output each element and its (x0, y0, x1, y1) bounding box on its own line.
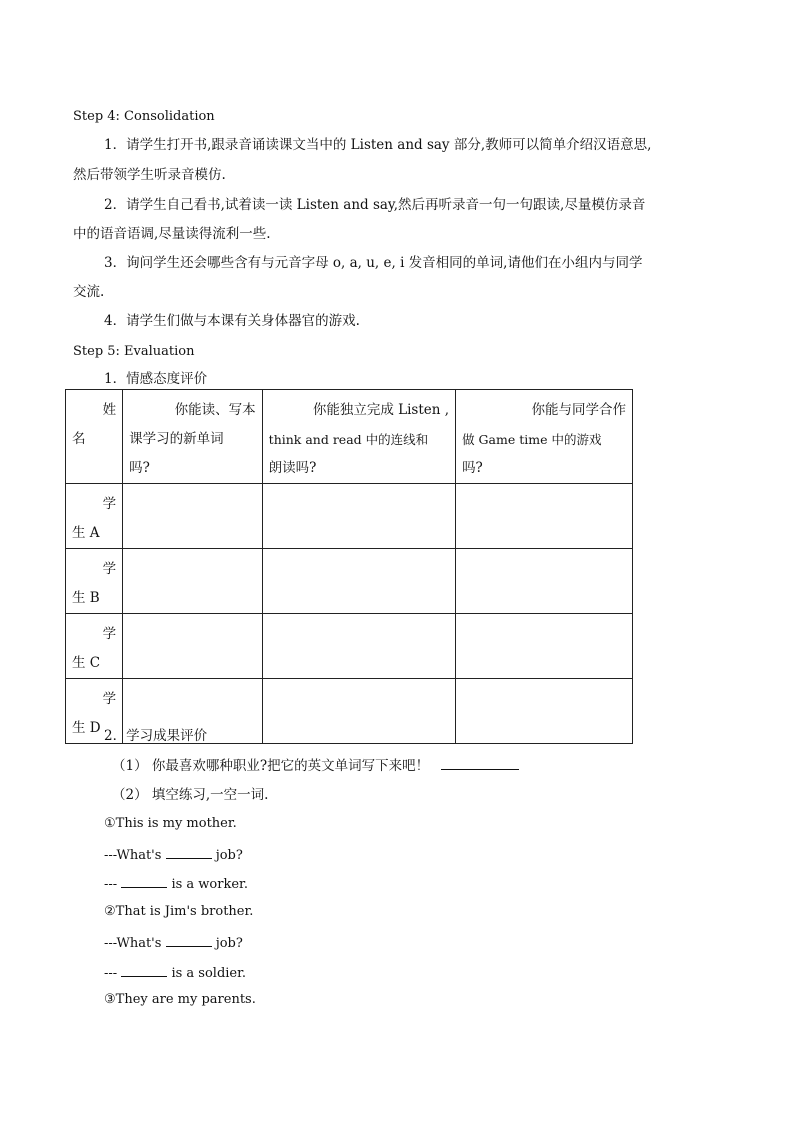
exercise-1-answer (104, 874, 248, 894)
table-row (66, 549, 633, 614)
question-1-text: （1） 你最喜欢哪种职业?把它的英文单词写下来吧！ (112, 758, 430, 774)
header-q1-line2: 课学习的新单词 (129, 431, 224, 447)
exercise-1-question (104, 845, 243, 865)
student-cell (66, 549, 123, 614)
step5-heading: Step 5: Evaluation (73, 344, 195, 359)
header-q2-line3: 朗读吗? (268, 460, 317, 476)
student-cell (66, 484, 123, 549)
header-name-top: 姓 (102, 402, 117, 418)
answer-cell[interactable] (123, 614, 263, 679)
step4-item3-line2: 交流. (73, 284, 105, 300)
step4-heading-text: Step 4: Consolidation (73, 109, 215, 124)
answer-blank[interactable] (121, 874, 167, 888)
exercise-3-sentence: ③They are my parents. (104, 992, 256, 1007)
answer-cell[interactable] (262, 484, 455, 549)
step4-item2-line2: 中的语音语调,尽量读得流利一些. (73, 226, 271, 242)
student-label-top: 学 (102, 561, 117, 577)
header-q2-line1: 你能独立完成 Listen , (312, 402, 450, 418)
answer-cell[interactable] (456, 614, 633, 679)
student-label-bottom: 生 D (72, 720, 101, 736)
question-1 (112, 756, 519, 775)
header-q3-line2: 做 Game time 中的游戏 (462, 432, 602, 447)
student-label-bottom: 生 B (72, 590, 100, 606)
exercise-1-question-pre: ---What's (104, 848, 166, 863)
answer-blank[interactable] (121, 963, 167, 977)
answer-blank[interactable] (166, 933, 212, 947)
student-label-top: 学 (102, 691, 117, 707)
exercise-2-question-post: job? (211, 936, 243, 951)
header-q3-line3: 吗? (462, 460, 483, 476)
header-name-bottom: 名 (72, 431, 86, 447)
evaluation-table (65, 389, 633, 744)
step4-item3-line1: 3．询问学生还会哪些含有与元音字母 o, a, u, e, i 发音相同的单词,请他们在小组内与同学 (104, 255, 643, 271)
table-row (66, 484, 633, 549)
answer-cell[interactable] (123, 484, 263, 549)
exercise-1-answer-post: is a worker. (167, 877, 248, 892)
step4-item2-line1: 2．请学生自己看书,试着读一读 Listen and say,然后再听录音一句一句跟读,尽量模仿录音 (104, 197, 646, 213)
answer-cell[interactable] (262, 549, 455, 614)
header-q3-cell (456, 390, 633, 484)
exercise-1-answer-pre: --- (104, 877, 122, 892)
step4-item1-line1: 1．请学生打开书,跟录音诵读课文当中的 Listen and say 部分,教师可以简单介绍汉语意思, (104, 137, 652, 153)
exercise-2-answer (104, 963, 246, 983)
student-label-bottom: 生 A (72, 525, 100, 541)
header-q2-line2: think and read 中的连线和 (268, 432, 429, 447)
exercise-2-answer-post: is a soldier. (167, 966, 247, 981)
header-q1-line1: 你能读、写本 (174, 402, 256, 418)
exercise-2-question-pre: ---What's (104, 936, 166, 951)
step5-sub2: 2．学习成果评价 (104, 728, 208, 744)
student-label-bottom: 生 C (72, 655, 101, 671)
header-q1-cell (123, 390, 263, 484)
exercise-2-question (104, 933, 243, 953)
answer-blank[interactable] (441, 756, 519, 770)
step5-sub1: 1．情感态度评价 (104, 371, 208, 387)
exercise-1-sentence: ①This is my mother. (104, 816, 237, 831)
answer-cell[interactable] (123, 549, 263, 614)
answer-cell[interactable] (456, 679, 633, 744)
table-row (66, 614, 633, 679)
exercise-2-sentence: ②That is Jim's brother. (104, 904, 254, 919)
header-q2-cell (262, 390, 455, 484)
exercise-2-answer-pre: --- (104, 966, 122, 981)
answer-cell[interactable] (262, 614, 455, 679)
answer-cell[interactable] (456, 549, 633, 614)
student-label-top: 学 (102, 496, 117, 512)
header-q3-line1: 你能与同学合作 (531, 402, 626, 418)
answer-cell[interactable] (456, 484, 633, 549)
student-cell (66, 614, 123, 679)
exercise-1-question-post: job? (211, 848, 243, 863)
question-2: （2） 填空练习,一空一词. (112, 787, 269, 803)
step4-heading (73, 108, 215, 126)
student-label-top: 学 (102, 626, 117, 642)
step4-item1-line2: 然后带领学生听录音模仿. (73, 167, 226, 183)
table-header-row (66, 390, 633, 484)
header-name-cell (66, 390, 123, 484)
step4-item4-line1: 4．请学生们做与本课有关身体器官的游戏. (104, 313, 360, 329)
answer-blank[interactable] (166, 845, 212, 859)
header-q1-line3: 吗? (129, 460, 150, 476)
answer-cell[interactable] (262, 679, 455, 744)
